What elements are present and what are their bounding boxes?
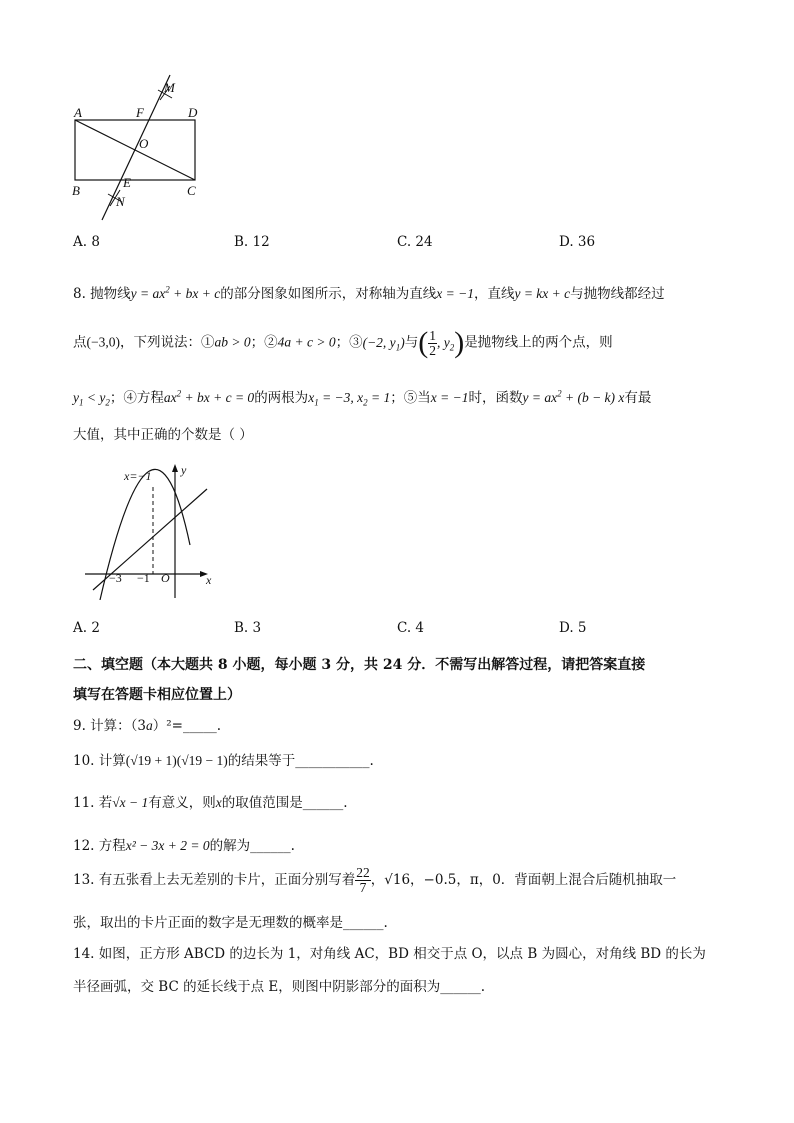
label-a: A	[74, 105, 82, 120]
q8-statement-2: 4a + c > 0	[277, 334, 336, 350]
label-m: M	[164, 80, 175, 95]
label-d: D	[188, 105, 198, 120]
q8-option-a: A. 2	[73, 620, 100, 636]
q8-statement-5: x = −1	[430, 390, 469, 405]
q8-paren-right: )	[454, 326, 465, 359]
q8-axis-eq: x = −1	[436, 286, 474, 301]
q8-text: 的两根为	[254, 390, 309, 406]
label-f: F	[136, 105, 144, 120]
q8-text: 抛物线	[90, 286, 131, 302]
q8-option-d: D. 5	[559, 620, 587, 636]
x-axis-label: x	[206, 573, 212, 587]
q8-line3	[73, 386, 651, 408]
q14-line2: 半径画弧，交 BC 的延长线于点 E，则图中阴影部分的面积为______.	[73, 979, 486, 995]
q9: 9. 计算：（3a）²=_____.	[73, 718, 222, 734]
q8-statement-3a: (−2, $y_1$)	[362, 334, 405, 353]
q8-statement-3b: , $y_2$	[436, 334, 455, 353]
q8-text: 有最	[624, 390, 652, 406]
q8-roots: $x_1 = -3$, $x_2 = 1$	[308, 390, 391, 408]
q8-text: 与	[404, 334, 419, 351]
q8-text: ，下列说法：①	[119, 334, 215, 351]
q8-text: ；⑤当	[390, 390, 431, 406]
q8-parabola-eq: $y = ax^2$ + bx + c	[130, 284, 221, 301]
label-e: E	[123, 175, 131, 190]
q14-line1: 14. 如图，正方形 ABCD 的边长为 1，对角线 AC，BD 相交于点 O，以点 B 为圆心，对角线 BD 的长为	[73, 946, 706, 962]
q7-option-d: D. 36	[559, 234, 596, 250]
label-n: N	[116, 194, 125, 209]
q8-statement-1: ab > 0	[214, 334, 251, 350]
q8-point: (−3,0)	[86, 334, 120, 350]
q12: 12. 方程x² − 3x + 2 = 0的解为______.	[73, 838, 295, 854]
q8-text: ；④方程	[109, 390, 164, 406]
y-axis-label: y	[181, 463, 187, 477]
q13-line2: 张，取出的卡片正面的数字是无理数的概率是______.	[73, 915, 388, 931]
section2-heading: 二、填空题（本大题共 8 小题，每小题 3 分，共 24 分．不需写出解答过程，请把答案直接	[73, 657, 646, 673]
tick-minus3: −3	[109, 571, 122, 585]
q8-text: 点	[73, 334, 87, 351]
q8-fraction-half: $\frac{1}{2}$	[429, 327, 436, 358]
q11: 11. 若√x − 1有意义，则x的取值范围是______.	[73, 795, 348, 811]
q8-number: 8.	[73, 286, 91, 302]
q8-line2	[73, 326, 613, 360]
q8-statement-4: $ax^2$ + bx + c = 0	[163, 388, 255, 405]
q8-statement-3c: $y_1 < y_2$	[73, 390, 110, 408]
q7-figure	[60, 70, 220, 225]
q11-expression: √x − 1	[112, 795, 149, 810]
q8-text: 是抛物线上的两个点，则	[464, 334, 613, 351]
q8-option-c: C. 4	[397, 620, 425, 636]
q7-option-c: C. 24	[397, 234, 433, 250]
tick-minus1: −1	[137, 571, 150, 585]
q8-paren-left: (	[418, 326, 429, 359]
section2-heading-line2: 填写在答题卡相应位置上）	[73, 687, 241, 703]
q8-line-eq: y = kx + c	[514, 286, 571, 301]
q8-text: ；③	[335, 334, 363, 351]
q13-line1: 13. 有五张看上去无差别的卡片，正面分别写着 $\frac{22}{7}$ ，√16，−0.5，π，0．背面朝上混合后随机抽取一	[73, 865, 677, 895]
q7-option-b: B. 12	[234, 234, 270, 250]
q8-text: ；②	[250, 334, 278, 351]
q8-figure	[80, 460, 220, 600]
label-c: C	[187, 183, 196, 198]
q8-text: 与抛物线都经过	[570, 286, 665, 302]
q8-line4: 大值，其中正确的个数是（ ）	[73, 427, 253, 443]
line-mn	[102, 75, 170, 220]
origin-label: O	[161, 571, 170, 585]
q8-text: 时，函数	[468, 390, 523, 406]
label-b: B	[72, 183, 80, 198]
q8-text: ，直线	[473, 286, 515, 302]
q8-function: $y = ax^2 + (b - k)$ x	[522, 388, 625, 405]
q8-text: 的部分图象如图所示，对称轴为直线	[220, 286, 437, 302]
symmetry-axis-label: x=−1	[124, 469, 152, 483]
q7-option-a: A. 8	[73, 234, 100, 250]
q8-option-b: B. 3	[234, 620, 262, 636]
q8-line1	[73, 282, 665, 302]
q10-expression: (√19 + 1)(√19 − 1)	[125, 753, 228, 768]
q12-equation: x² − 3x + 2 = 0	[125, 838, 210, 853]
y-axis-arrow	[172, 464, 178, 472]
q10: 10. 计算(√19 + 1)(√19 − 1)的结果等于___________.	[73, 753, 374, 769]
label-o: O	[139, 136, 149, 151]
q13-fraction: $\frac{22}{7}$	[356, 865, 370, 895]
